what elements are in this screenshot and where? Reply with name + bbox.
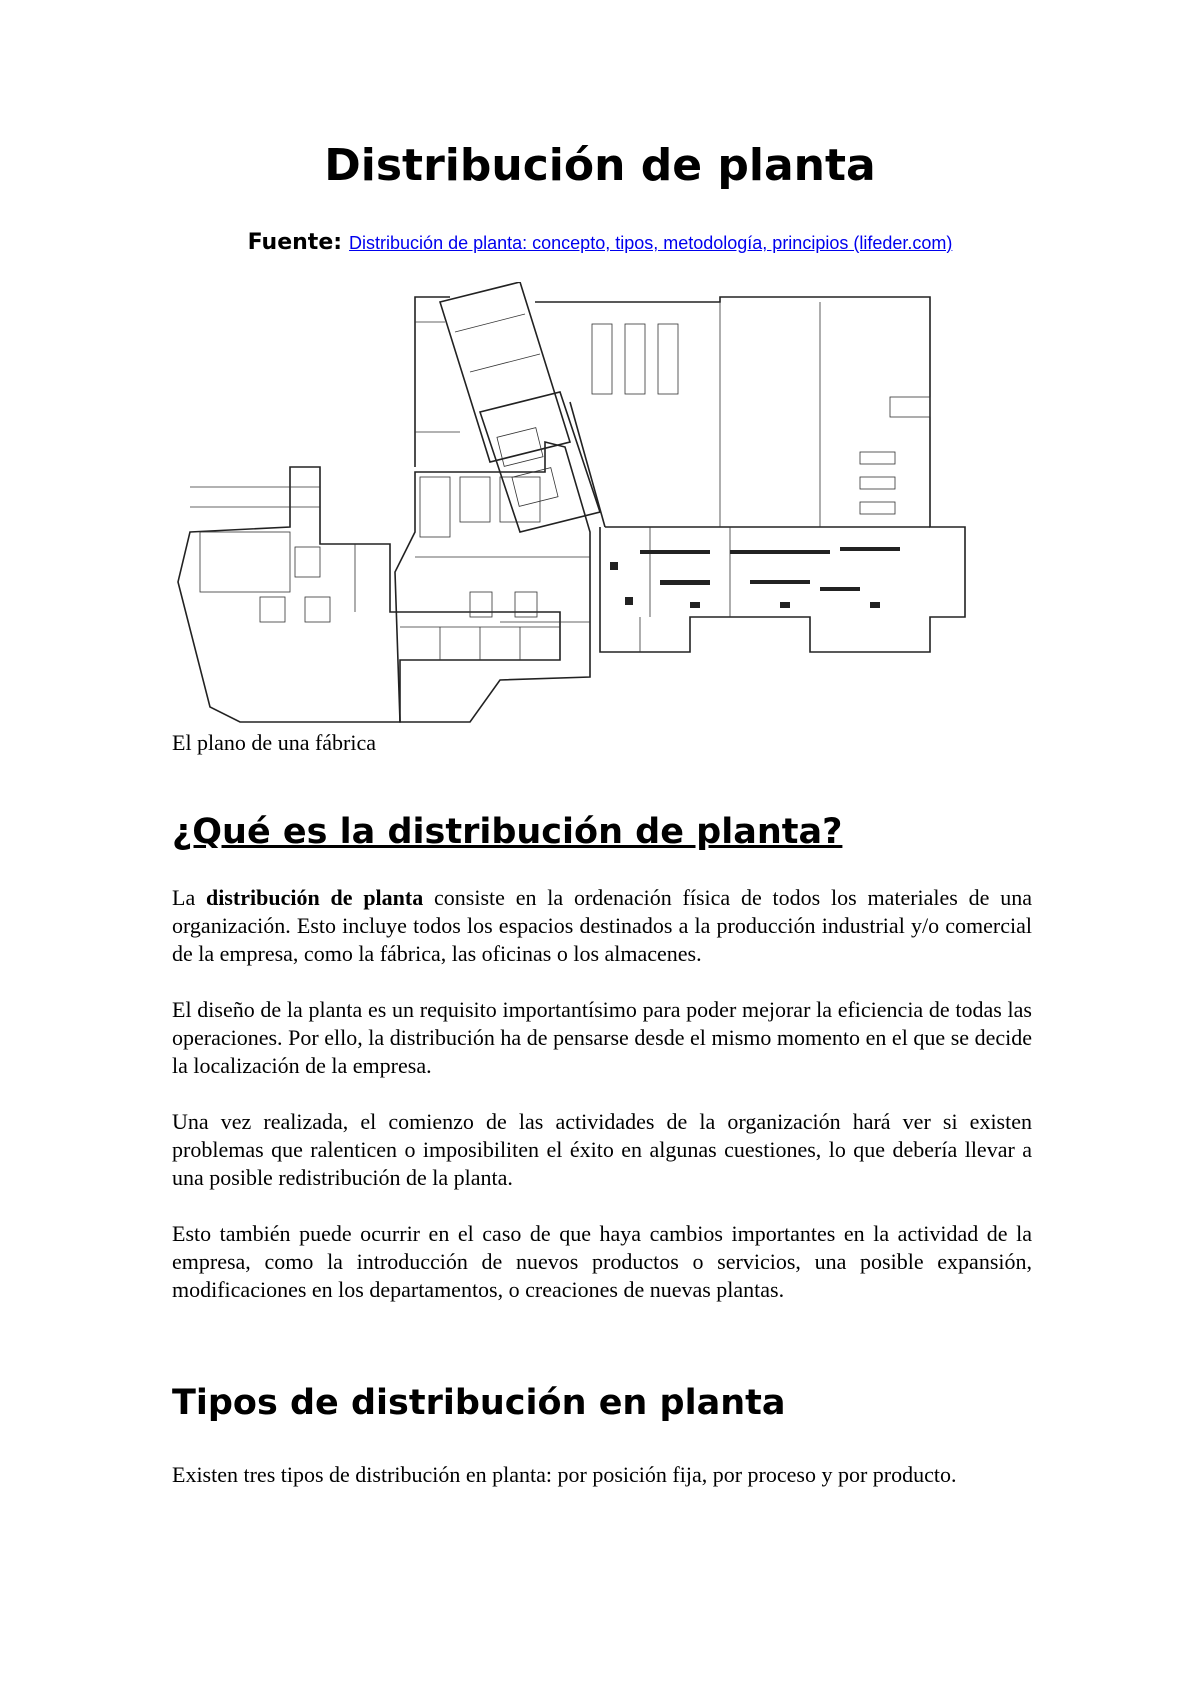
paragraph-definition-rest: consiste en la ordenación física de todos los materiales de una organización. Esto incluye todos los espacios destinados a la producción industrial y/o comercial de la empresa, como la fábrica, las oficinas o los almacenes. (172, 885, 1033, 966)
source-label: Fuente: (247, 230, 343, 255)
page-title: Distribución de planta (324, 140, 876, 191)
paragraph-definition-start: La (172, 885, 207, 910)
paragraph-definition (172, 884, 1032, 968)
paragraph-design: El diseño de la planta es un requisito importantísimo para poder mejorar la eficiencia de todas las operaciones. Por ello, la distribución ha de pensarse desde el mismo momento en el que se decide la localización de la empresa. (172, 997, 1032, 1078)
factory-floor-plan-image (170, 282, 1030, 730)
source-line (0, 230, 1200, 255)
paragraph-changes: Esto también puede ocurrir en el caso de que haya cambios importantes en la actividad de la empresa, como la introducción de nuevos productos o servicios, una posible expansión, modificaciones en los departamentos, o creaciones de nuevas plantas. (172, 1221, 1032, 1302)
section-heading-what-is: ¿Qué es la distribución de planta? (172, 812, 843, 852)
bold-term: distribución de planta (206, 885, 424, 910)
source-link[interactable]: Distribución de planta: concepto, tipos, metodología, principios (lifeder.com) (349, 233, 953, 253)
paragraph-types: Existen tres tipos de distribución en planta: por posición fija, por proceso y por producto. (172, 1462, 957, 1487)
paragraph-redistribution: Una vez realizada, el comienzo de las actividades de la organización hará ver si existen problemas que ralenticen o imposibiliten el éxito en algunas cuestiones, lo que debería llevar a una posible redistribución de la planta. (172, 1109, 1032, 1190)
figure-caption: El plano de una fábrica (172, 730, 377, 755)
tilted-upper-block (440, 282, 600, 532)
middle-building (395, 442, 590, 722)
main-hall (415, 297, 965, 652)
left-building (178, 467, 560, 722)
section-heading-types: Tipos de distribución en planta (172, 1383, 786, 1423)
